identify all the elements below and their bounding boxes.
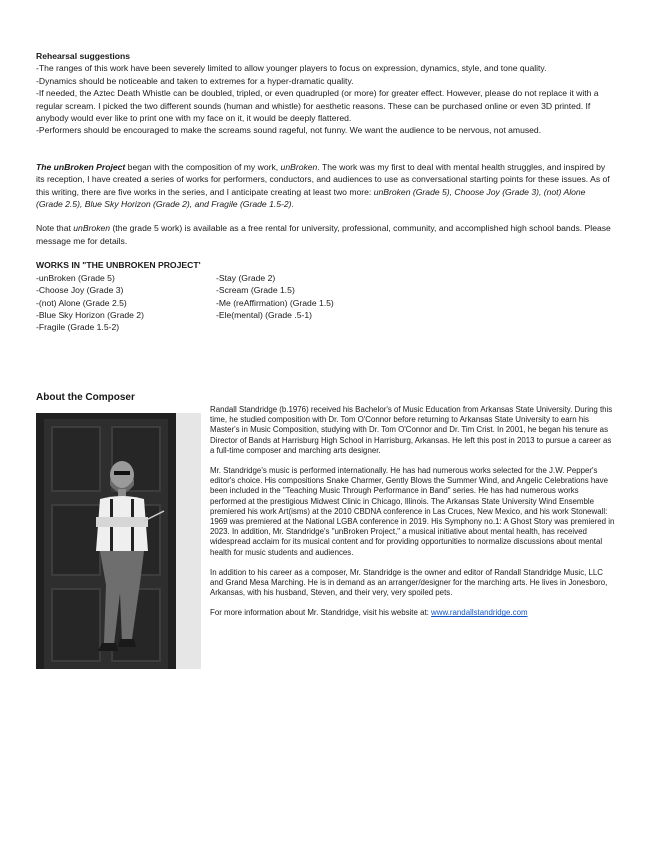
project-work-title: unBroken — [280, 161, 318, 172]
works-column-2 — [216, 272, 416, 334]
bio-paragraph-3: In addition to his career as a composer, Mr. Standridge is the owner and editor of Randall Standridge Music, LLC and Grand Mesa Marching. He is in demand as an arranger/designer for the marching arts. He lives in Jonesboro, Arkansas, with his husband, Steven, and their very, very spoiled pets. — [210, 567, 608, 598]
bio-paragraph-2: Mr. Standridge's music is performed internationally. He has had numerous works selected for the J.W. Pepper's editor's choice. His compositions Snake Charmer, Gently Blows the Summer Wind, and Angelic Celebrations have been included in the "Teaching Music Through Performance in Band" series. He has had numerous works performed at the prestigious Midwest Clinic in Chicago, Illinois. The Arkansas State University Wind Ensemble premiered his work Art(isms) at the 2010 CBDNA conference in Las Cruces, New Mexico, and his work Stonewall: 1969 was premiered at the National LGBA conference in 2019. His Symphony no.1: A Ghost Story was premiered in 2023. In addition, Mr. Standridge's "unBroken Project," a musical initiative about mental health, has received widespread acclaim for its musical content and for providing opportunities to normalize discussions about mental health for music students and audiences. — [210, 466, 615, 557]
list-item: -Blue Sky Horizon (Grade 2) — [36, 309, 144, 320]
about-heading: About the Composer — [36, 392, 135, 403]
bio-paragraph-1: Randall Standridge (b.1976) received his Bachelor's of Music Education from Arkansas State University. During this time, he studied composition with Dr. Tom O'Connor before returning to Arkansas State University to earn his Master's in Music Composition, studying with Dr. Tom O'Connor and Dr. Tim Crist. In 2001, he began his tenure as Director of Bands at Harrisburg High School in Harrisburg, Arkansas. He left this post in 2013 to pursue a career as a full-time composer and marching arts designer. — [210, 405, 613, 455]
list-item: -unBroken (Grade 5) — [36, 272, 115, 283]
rehearsal-line-3: -If needed, the Aztec Death Whistle can be doubled, tripled, or even quadrupled (or more) for greater effect. However, please do not replace it with a regular scream. I picked the two different sounds (human and whistle) for aesthetic reasons. These can be purchased online or even 3D printed. If anybody would ever like to print one with my face on it, it would be deeply flattered. — [36, 88, 599, 124]
works-list — [36, 272, 612, 334]
note-paragraph — [36, 222, 612, 247]
note-work-title: unBroken — [73, 223, 111, 234]
composer-photo — [36, 413, 201, 669]
rehearsal-line-1: -The ranges of this work have been severely limited to allow younger players to focus on expression, dynamics, style, and tone quality. — [36, 63, 547, 74]
rehearsal-line-2: -Dynamics should be noticeable and taken to extremes for a hyper-dramatic quality. — [36, 75, 354, 86]
composer-photo-image — [36, 413, 201, 669]
list-item: -Stay (Grade 2) — [216, 272, 276, 283]
bio-more-info — [210, 608, 615, 618]
list-item: -(not) Alone (Grade 2.5) — [36, 297, 127, 308]
project-text-a: began with the composition of my work, — [125, 161, 281, 172]
rehearsal-line-4: -Performers should be encouraged to make the screams sound rageful, not funny. We want the audience to be nervous, not amused. — [36, 125, 542, 136]
project-title: The unBroken Project — [36, 161, 126, 172]
list-item: -Scream (Grade 1.5) — [216, 285, 295, 296]
project-text-c: . — [291, 199, 294, 210]
rehearsal-heading: Rehearsal suggestions — [36, 51, 131, 61]
more-info-text: For more information about Mr. Standridge, visit his website at: — [210, 608, 432, 618]
note-text-b: (the grade 5 work) is available as a free rental for university, professional, community, and accomplished high school bands. Please message me for details. — [36, 223, 611, 246]
project-text-b: . The work was my first to deal with mental health struggles, and inspired by its reception, I have created a series of works for performers, conductors, and audiences to use as conversational starting points for these issues. As of this writing, there are five works in the series, and I anticipate creating at least two more: — [36, 161, 610, 197]
project-works-list: unBroken (Grade 5), Choose Joy (Grade 3), (not) Alone (Grade 2.5), Blue Sky Horizon (Grade 2), and Fragile (Grade 1.5-2) — [36, 186, 586, 210]
composer-bio — [210, 405, 615, 619]
works-column-1 — [36, 272, 216, 334]
list-item: -Me (reAffirmation) (Grade 1.5) — [216, 297, 334, 308]
note-text-a: Note that — [36, 223, 74, 234]
list-item: -Fragile (Grade 1.5-2) — [36, 322, 120, 333]
list-item: -Choose Joy (Grade 3) — [36, 285, 124, 296]
page-body — [36, 50, 612, 334]
works-heading: WORKS IN "THE UNBROKEN PROJECT' — [36, 260, 201, 271]
website-link[interactable]: www.randallstandridge.com — [431, 608, 528, 618]
project-paragraph — [36, 161, 612, 211]
list-item: -Ele(mental) (Grade .5-1) — [216, 309, 312, 320]
